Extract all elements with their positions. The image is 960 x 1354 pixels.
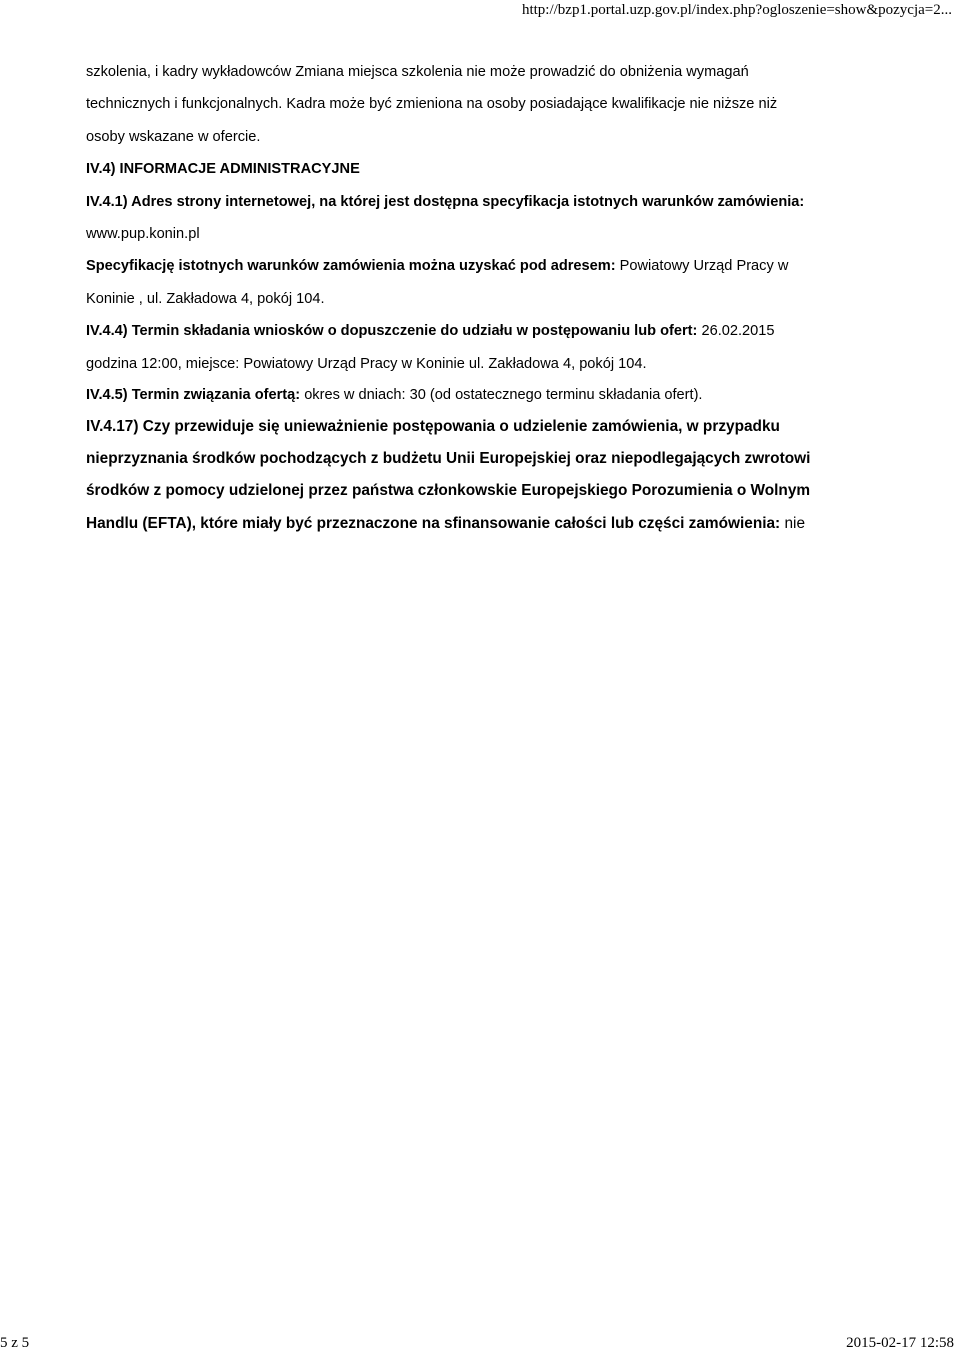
body-text-line: szkolenia, i kadry wykładowców Zmiana miejsca szkolenia nie może prowadzić do obniżenia wymagań bbox=[86, 64, 749, 80]
iv417-line: IV.4.17) Czy przewiduje się unieważnienie postępowania o udzielenie zamówienia, w przypadku bbox=[86, 417, 780, 435]
body-text-line: technicznych i funkcjonalnych. Kadra może być zmieniona na osoby posiadające kwalifikacje nie niższe niż bbox=[86, 96, 778, 113]
iv41-label: IV.4.1) Adres strony internetowej, na której jest dostępna specyfikacja istotnych warunków zamówienia: bbox=[86, 193, 805, 210]
page-number: 5 z 5 bbox=[0, 1335, 30, 1351]
iv417-line: nieprzyznania środków pochodzących z budżetu Unii Europejskiej oraz niepodlegających zwrotowi bbox=[86, 450, 811, 468]
iv417-line: Handlu (EFTA), które miały być przeznaczone na sfinansowanie całości lub części zamówienia: nie bbox=[86, 514, 806, 532]
spec-address-cont: Koninie , ul. Zakładowa 4, pokój 104. bbox=[86, 290, 325, 307]
iv417-line: środków z pomocy udzielonej przez państwa członkowskie Europejskiego Porozumienia o Wolnym bbox=[86, 482, 811, 500]
document-body bbox=[86, 56, 886, 540]
iv41-value: www.pup.konin.pl bbox=[86, 225, 200, 242]
iv44-deadline-cont: godzina 12:00, miejsce: Powiatowy Urząd Pracy w Koninie ul. Zakładowa 4, pokój 104. bbox=[86, 355, 647, 372]
section-heading: IV.4) INFORMACJE ADMINISTRACYJNE bbox=[86, 161, 360, 178]
iv44-deadline: IV.4.4) Termin składania wniosków o dopuszczenie do udziału w postępowaniu lub ofert: 26.02.2015 bbox=[86, 323, 775, 340]
body-text-line: osoby wskazane w ofercie. bbox=[86, 128, 261, 145]
print-header-url: http://bzp1.portal.uzp.gov.pl/index.php?ogloszenie=show&pozycja=2... bbox=[521, 2, 952, 18]
iv45-binding-period: IV.4.5) Termin związania ofertą: okres w dniach: 30 (od ostatecznego terminu składania ofert). bbox=[86, 386, 703, 403]
print-datetime: 2015-02-17 12:58 bbox=[846, 1335, 954, 1351]
spec-address: Specyfikację istotnych warunków zamówienia można uzyskać pod adresem: Powiatowy Urząd Pracy w bbox=[86, 258, 789, 275]
